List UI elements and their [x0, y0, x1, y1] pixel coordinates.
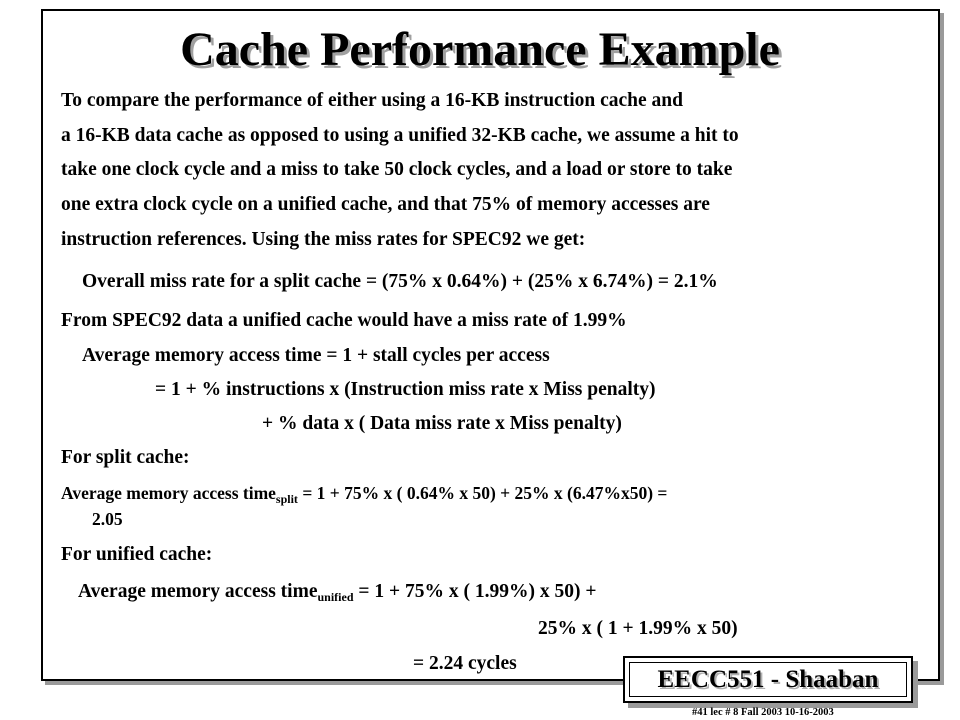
course-badge [623, 656, 913, 703]
unified-subscript: unified [317, 590, 354, 604]
unified-amat-result: = 2.24 cycles [413, 653, 517, 674]
unified-amat-expression: = 1 + 75% x ( 1.99%) x 50) + [353, 581, 597, 602]
split-amat-result: 2.05 [92, 509, 123, 529]
split-subscript: split [275, 492, 298, 506]
intro-line-1: To compare the performance of either using a 16-KB instruction cache and [61, 90, 683, 111]
amat-formula-line-3: + % data x ( Data miss rate x Miss penalty) [262, 413, 622, 434]
slide-footer: #41 lec # 8 Fall 2003 10-16-2003 [692, 707, 834, 718]
intro-line-2: a 16-KB data cache as opposed to using a unified 32-KB cache, we assume a hit to [61, 125, 739, 146]
unified-miss-note: From SPEC92 data a unified cache would have a miss rate of 1.99% [61, 310, 627, 331]
unified-amat-line-2: 25% x ( 1 + 1.99% x 50) [538, 618, 738, 639]
overall-miss-rate: Overall miss rate for a split cache = (75% x 0.64%) + (25% x 6.74%) = 2.1% [82, 271, 718, 292]
unified-amat-formula [78, 580, 596, 604]
slide-title: Cache Performance Example [180, 23, 780, 76]
intro-line-3: take one clock cycle and a miss to take 50 clock cycles, and a load or store to take [61, 159, 733, 180]
course-badge-label: EECC551 - Shaaban [629, 662, 907, 697]
split-amat-formula [61, 481, 667, 505]
amat-formula-line-1: Average memory access time = 1 + stall cycles per access [82, 345, 550, 366]
split-amat-label: Average memory access time [61, 483, 276, 503]
amat-formula-line-2: = 1 + % instructions x (Instruction miss rate x Miss penalty) [155, 379, 656, 400]
unified-heading: For unified cache: [61, 544, 213, 565]
unified-amat-label: Average memory access time [78, 581, 318, 602]
split-amat-expression: = 1 + 75% x ( 0.64% x 50) + 25% x (6.47%x50) = [297, 483, 668, 503]
split-heading: For split cache: [61, 447, 190, 468]
intro-line-5: instruction references. Using the miss rates for SPEC92 we get: [61, 229, 586, 250]
intro-line-4: one extra clock cycle on a unified cache, and that 75% of memory accesses are [61, 194, 710, 215]
